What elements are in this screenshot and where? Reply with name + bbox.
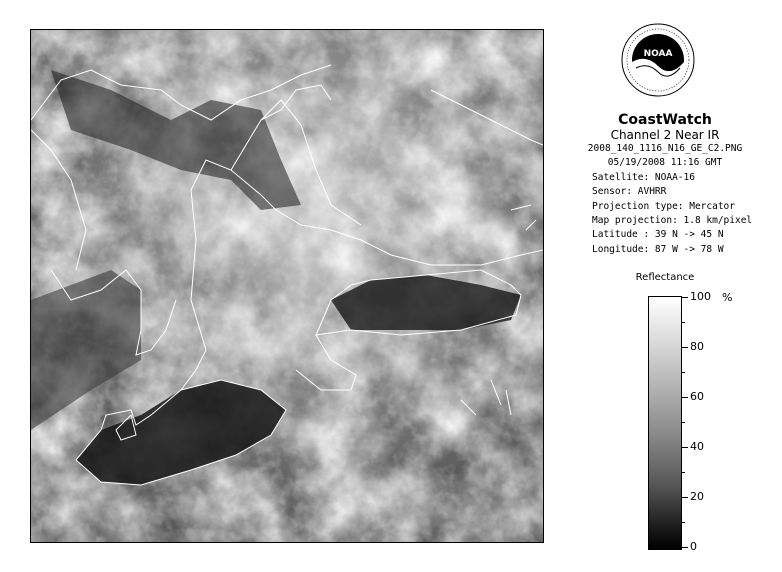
colorbar-minor-tick <box>681 472 685 473</box>
colorbar-minor-tick <box>681 322 685 323</box>
colorbar-tick-label: 0 <box>690 540 697 553</box>
sensor-text: Sensor: AVHRR <box>592 186 667 198</box>
latitude-text: Latitude : 39 N -> 45 N <box>592 229 724 241</box>
info-panel <box>560 112 770 257</box>
colorbar-major-tick <box>681 347 688 348</box>
colorbar-minor-tick <box>681 522 685 523</box>
colorbar-minor-tick <box>681 422 685 423</box>
projection-type-text: Projection type: Mercator <box>592 200 735 212</box>
noaa-logo-icon <box>620 22 696 98</box>
colorbar-tick-label: 80 <box>690 340 704 353</box>
colorbar-major-tick <box>681 397 688 398</box>
colorbar-minor-tick <box>681 372 685 373</box>
colorbar-major-tick <box>681 547 688 548</box>
colorbar-major-tick <box>681 497 688 498</box>
colorbar-tick-label: 20 <box>690 490 704 503</box>
colorbar-unit: % <box>722 291 733 304</box>
datetime-text: 05/19/2008 11:16 GMT <box>607 157 723 169</box>
colorbar-label: Reflectance <box>635 272 695 283</box>
reflectance-colorbar <box>648 296 682 550</box>
colorbar-major-tick <box>681 447 688 448</box>
filename-text: 2008_140_1116_N16_GE_C2.PNG <box>587 143 743 154</box>
satellite-image-svg <box>31 30 543 542</box>
colorbar-tick-label: 100 <box>690 290 711 303</box>
longitude-text: Longitude: 87 W -> 78 W <box>592 243 724 255</box>
colorbar-tick-label: 60 <box>690 390 704 403</box>
colorbar-major-tick <box>681 297 688 298</box>
satellite-image <box>30 29 544 543</box>
colorbar-tick-label: 40 <box>690 440 704 453</box>
channel-subtitle: Channel 2 Near IR <box>610 128 720 142</box>
noaa-logo <box>620 22 696 98</box>
satellite-text: Satellite: NOAA-16 <box>592 171 695 183</box>
map-projection-text: Map projection: 1.8 km/pixel <box>592 215 753 227</box>
noaa-logo-text: NOAA <box>643 49 673 59</box>
product-title: CoastWatch <box>618 112 712 128</box>
